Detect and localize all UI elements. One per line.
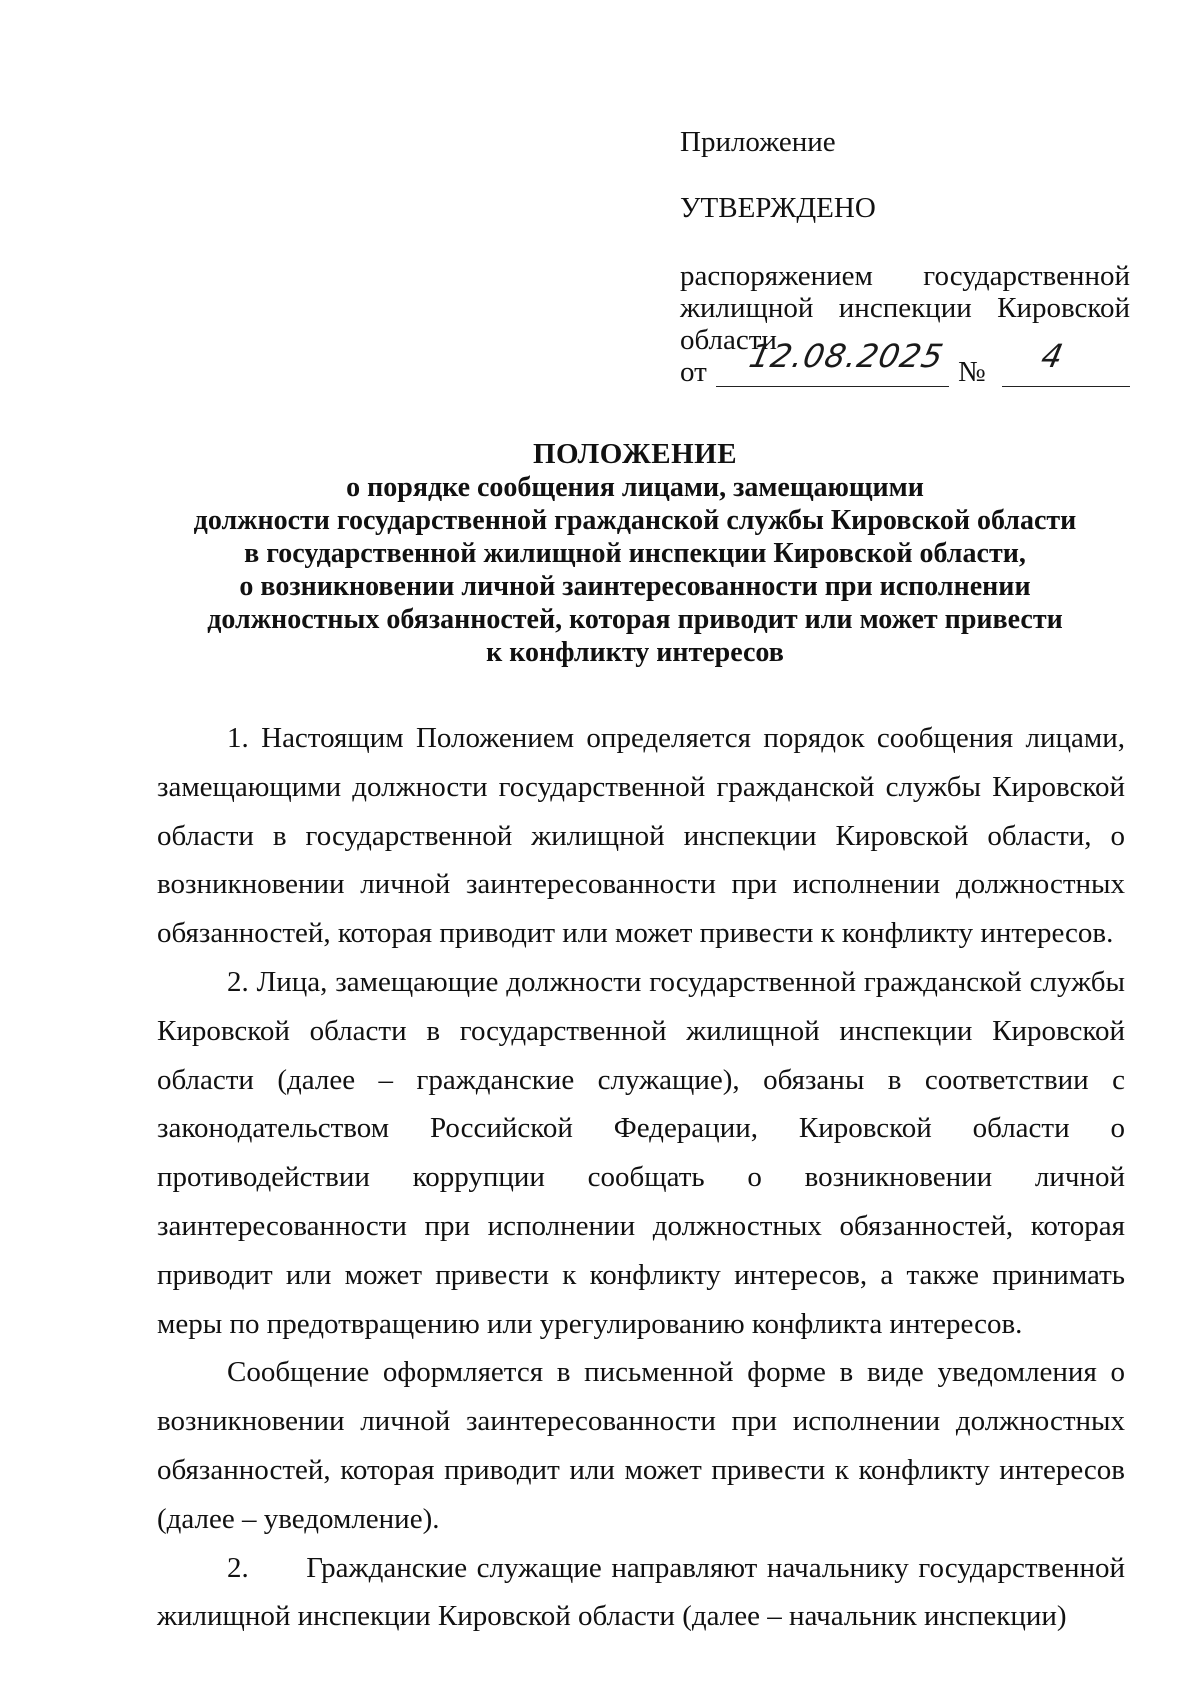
approving-order-text: распоряжением государственной жилищной инспекции Кировской области (680, 260, 1130, 356)
approved-stamp-label: УТВЕРЖДЕНО (680, 192, 876, 224)
handwritten-date: 12.08.2025 (745, 337, 948, 375)
title-line-3: в государственной жилищной инспекции Кировской области, (244, 538, 1026, 569)
paragraph-4: 2. Гражданские служащие направляют начальнику государственной жилищной инспекции Кировской области (далее – начальник инспекции) (157, 1551, 1133, 1633)
date-field (716, 337, 949, 387)
date-number-row (680, 337, 1130, 390)
document-title (130, 438, 1140, 669)
handwritten-number: 4 (1037, 337, 1068, 375)
title-line-2: должности государственной гражданской службы Кировской области (193, 505, 1077, 536)
title-line-6: к конфликту интересов (486, 637, 784, 668)
number-field (1002, 337, 1130, 387)
title-line-1: о порядке сообщения лицами, замещающими (346, 472, 924, 503)
paragraph-1: 1. Настоящим Положением определяется порядок сообщения лицами, замещающими должности государственной гражданской службы Кировской области в государственной жилищной инспекции Кировской области, о возникновении личной заинтересованности при исполнении должностных обязанностей, которая приводит или может привести к конфликту интересов. (157, 722, 1125, 950)
paragraph-3: Сообщение оформляется в письменной форме в виде уведомления о возникновении личной заинтересованности при исполнении должностных обязанностей, которая приводит или может привести к конфликту интересов (далее – уведомление). (157, 1356, 1125, 1535)
number-label: № (958, 356, 986, 388)
title-line-4: о возникновении личной заинтересованности при исполнении (239, 571, 1031, 602)
from-label: от (680, 356, 707, 388)
title-main: ПОЛОЖЕНИЕ (532, 438, 738, 470)
paragraph-2: 2. Лица, замещающие должности государственной гражданской службы Кировской области в государственной жилищной инспекции Кировской области (далее – гражданские служащие), обязаны в соответствии с законодательством Российской Федерации, Кировской области о противодействии коррупции сообщать о возникновении личной заинтересованности при исполнении должностных обязанностей, которая приводит или может привести к конфликту интересов, а также принимать меры по предотвращению или урегулированию конфликта интересов. (157, 965, 1125, 1340)
document-body (157, 714, 1133, 1641)
title-line-5: должностных обязанностей, которая приводит или может привести (207, 604, 1063, 635)
appendix-label: Приложение (680, 126, 836, 158)
